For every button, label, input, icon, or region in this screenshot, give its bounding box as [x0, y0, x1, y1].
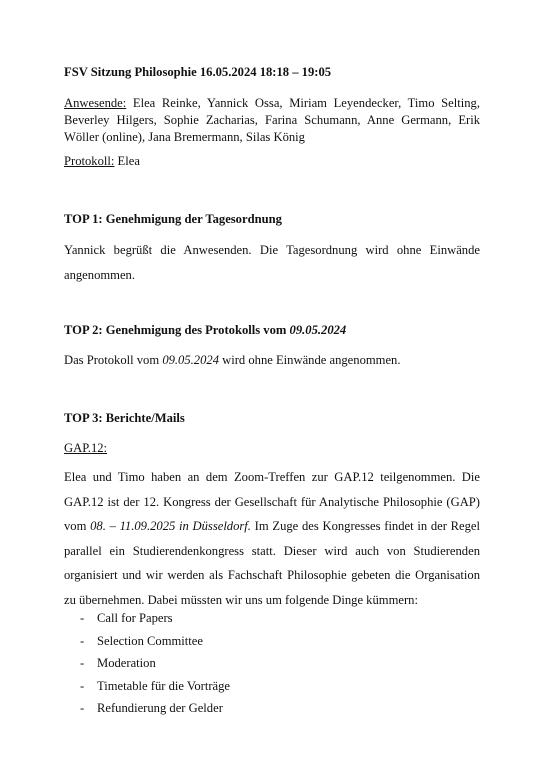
list-item-text: Selection Committee — [97, 633, 203, 648]
list-item: - Refundierung der Gelder — [80, 701, 223, 716]
top3-task-list — [80, 607, 230, 720]
attendance-paragraph — [64, 95, 480, 146]
top3-text-part1: Elea und Timo haben an dem Zoom-Treffen zur GAP.12 teilgenommen. Die GAP.12 ist der 12. Kongress der Gesellschaft für Analytische Philosophie (GAP) vom — [64, 470, 480, 533]
top1-text: Yannick begrüßt die Anwesenden. Die Tagesordnung wird ohne Einwände angenommen. — [64, 243, 480, 282]
top3-text-dates: 08. – 11.09.2025 in Düsseldorf. — [90, 519, 251, 533]
list-item-text: Timetable für die Vorträge — [97, 678, 231, 693]
top3-text — [64, 465, 480, 612]
list-item-text: Call for Papers — [97, 611, 173, 625]
top2-text-date: 09.05.2024 — [162, 353, 219, 367]
top2-text-suffix: wird ohne Einwände angenommen. — [218, 353, 401, 367]
attendance-label: Anwesende: — [64, 96, 127, 110]
protocol-paragraph — [64, 153, 480, 170]
list-item-text: Refundierung der Gelder — [97, 701, 223, 716]
list-item: - Moderation — [80, 656, 156, 671]
list-item: - Call for Papers — [80, 611, 173, 625]
document-title: FSV Sitzung Philosophie 16.05.2024 18:18 – 19:05 — [64, 65, 332, 79]
attendance-names: Elea Reinke, Yannick Ossa, Miriam Leyendecker, Timo Selting, Beverley Hilgers, Sophie Zacharias, Farina Schumann, Anne Germann, Erik Wöller (online), Jana Bremermann, Silas König — [64, 96, 480, 144]
top3-heading: TOP 3: Berichte/Mails — [64, 411, 185, 425]
list-item: - Selection Committee — [80, 633, 203, 648]
top2-heading-date: 09.05.2024 — [289, 323, 347, 337]
protocol-name: Elea — [114, 154, 140, 168]
top2-heading — [64, 322, 480, 339]
top1-heading: TOP 1: Genehmigung der Tagesordnung — [64, 212, 282, 226]
top3-subheading: GAP.12: — [64, 441, 108, 455]
top2-text — [64, 352, 480, 369]
top3-text-part2: Im Zuge des Kongresses findet in der Regel parallel ein Studierendenkongress statt. Dieser wird auch von Studierenden organisiert und wir werden als Fachschaft Philosophie gebeten die Organisation zu übernehmen. Dabei müssten wir uns um folgende Dinge kümmern: — [64, 519, 481, 607]
protocol-label: Protokoll: — [64, 154, 115, 168]
list-item: - Timetable für die Vorträge — [80, 678, 231, 693]
top2-heading-prefix: TOP 2: Genehmigung des Protokolls vom — [64, 323, 290, 337]
top2-text-prefix: Das Protokoll vom — [64, 353, 163, 367]
list-item-text: Moderation — [97, 656, 156, 671]
